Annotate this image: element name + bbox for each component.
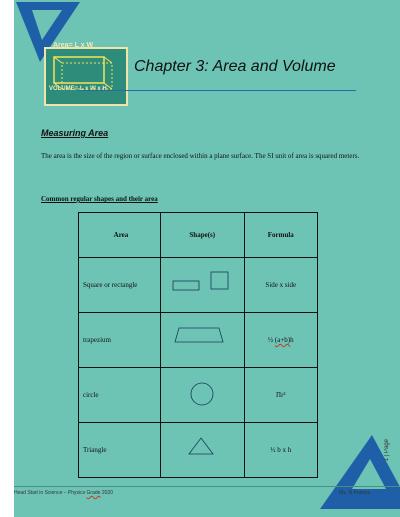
table-header-row (79, 213, 318, 258)
table-row (79, 423, 318, 478)
document-page (14, 0, 400, 517)
header-formula: Formula (244, 213, 317, 258)
footer-left-text (14, 490, 113, 496)
footer-left-suffix: 2020 (100, 490, 113, 496)
formula-spellcheck-text: (a+b) (274, 336, 291, 344)
circle-icon (160, 368, 244, 423)
header-area: Area (79, 213, 161, 258)
logo-area-text: Area= L x W (53, 42, 94, 49)
row-formula: Side x side (244, 258, 317, 313)
formula-prefix: ½ (267, 336, 275, 344)
table-row (79, 368, 318, 423)
row-formula (244, 313, 317, 368)
formula-suffix: h (290, 336, 294, 344)
trapezium-icon (160, 313, 244, 368)
page-title: Chapter 3: Area and Volume (134, 58, 336, 75)
row-area-name: Triangle (79, 423, 161, 478)
title-divider (78, 90, 356, 91)
header-shapes: Shape(s) (160, 213, 244, 258)
intro-paragraph: The area is the size of the region or surface enclosed within a plane surface. The SI unit of area is squared meters. (41, 152, 360, 160)
page-number: 1 | Page (384, 439, 390, 462)
footer-divider (14, 486, 400, 487)
table-caption: Common regular shapes and their area (41, 195, 158, 203)
row-area-name: Square or rectangle (79, 258, 161, 313)
table-row (79, 258, 318, 313)
row-area-name: trapezium (79, 313, 161, 368)
section-heading: Measuring Area (41, 128, 109, 138)
triangle-icon (160, 423, 244, 478)
shapes-table (78, 212, 318, 478)
row-formula: ½ b x h (244, 423, 317, 478)
rectangle-and-square-icon (160, 258, 244, 313)
area-volume-logo (44, 47, 128, 106)
footer-left-prefix: Head Start in Science – Physics (14, 490, 87, 496)
logo-volume-text: VOLUME= L x W x H (49, 86, 107, 92)
footer-author: Ms. N Francis (339, 490, 370, 496)
row-formula: Πr² (244, 368, 317, 423)
footer-spellcheck-word: Grade (86, 490, 101, 496)
row-area-name: circle (79, 368, 161, 423)
table-row (79, 313, 318, 368)
